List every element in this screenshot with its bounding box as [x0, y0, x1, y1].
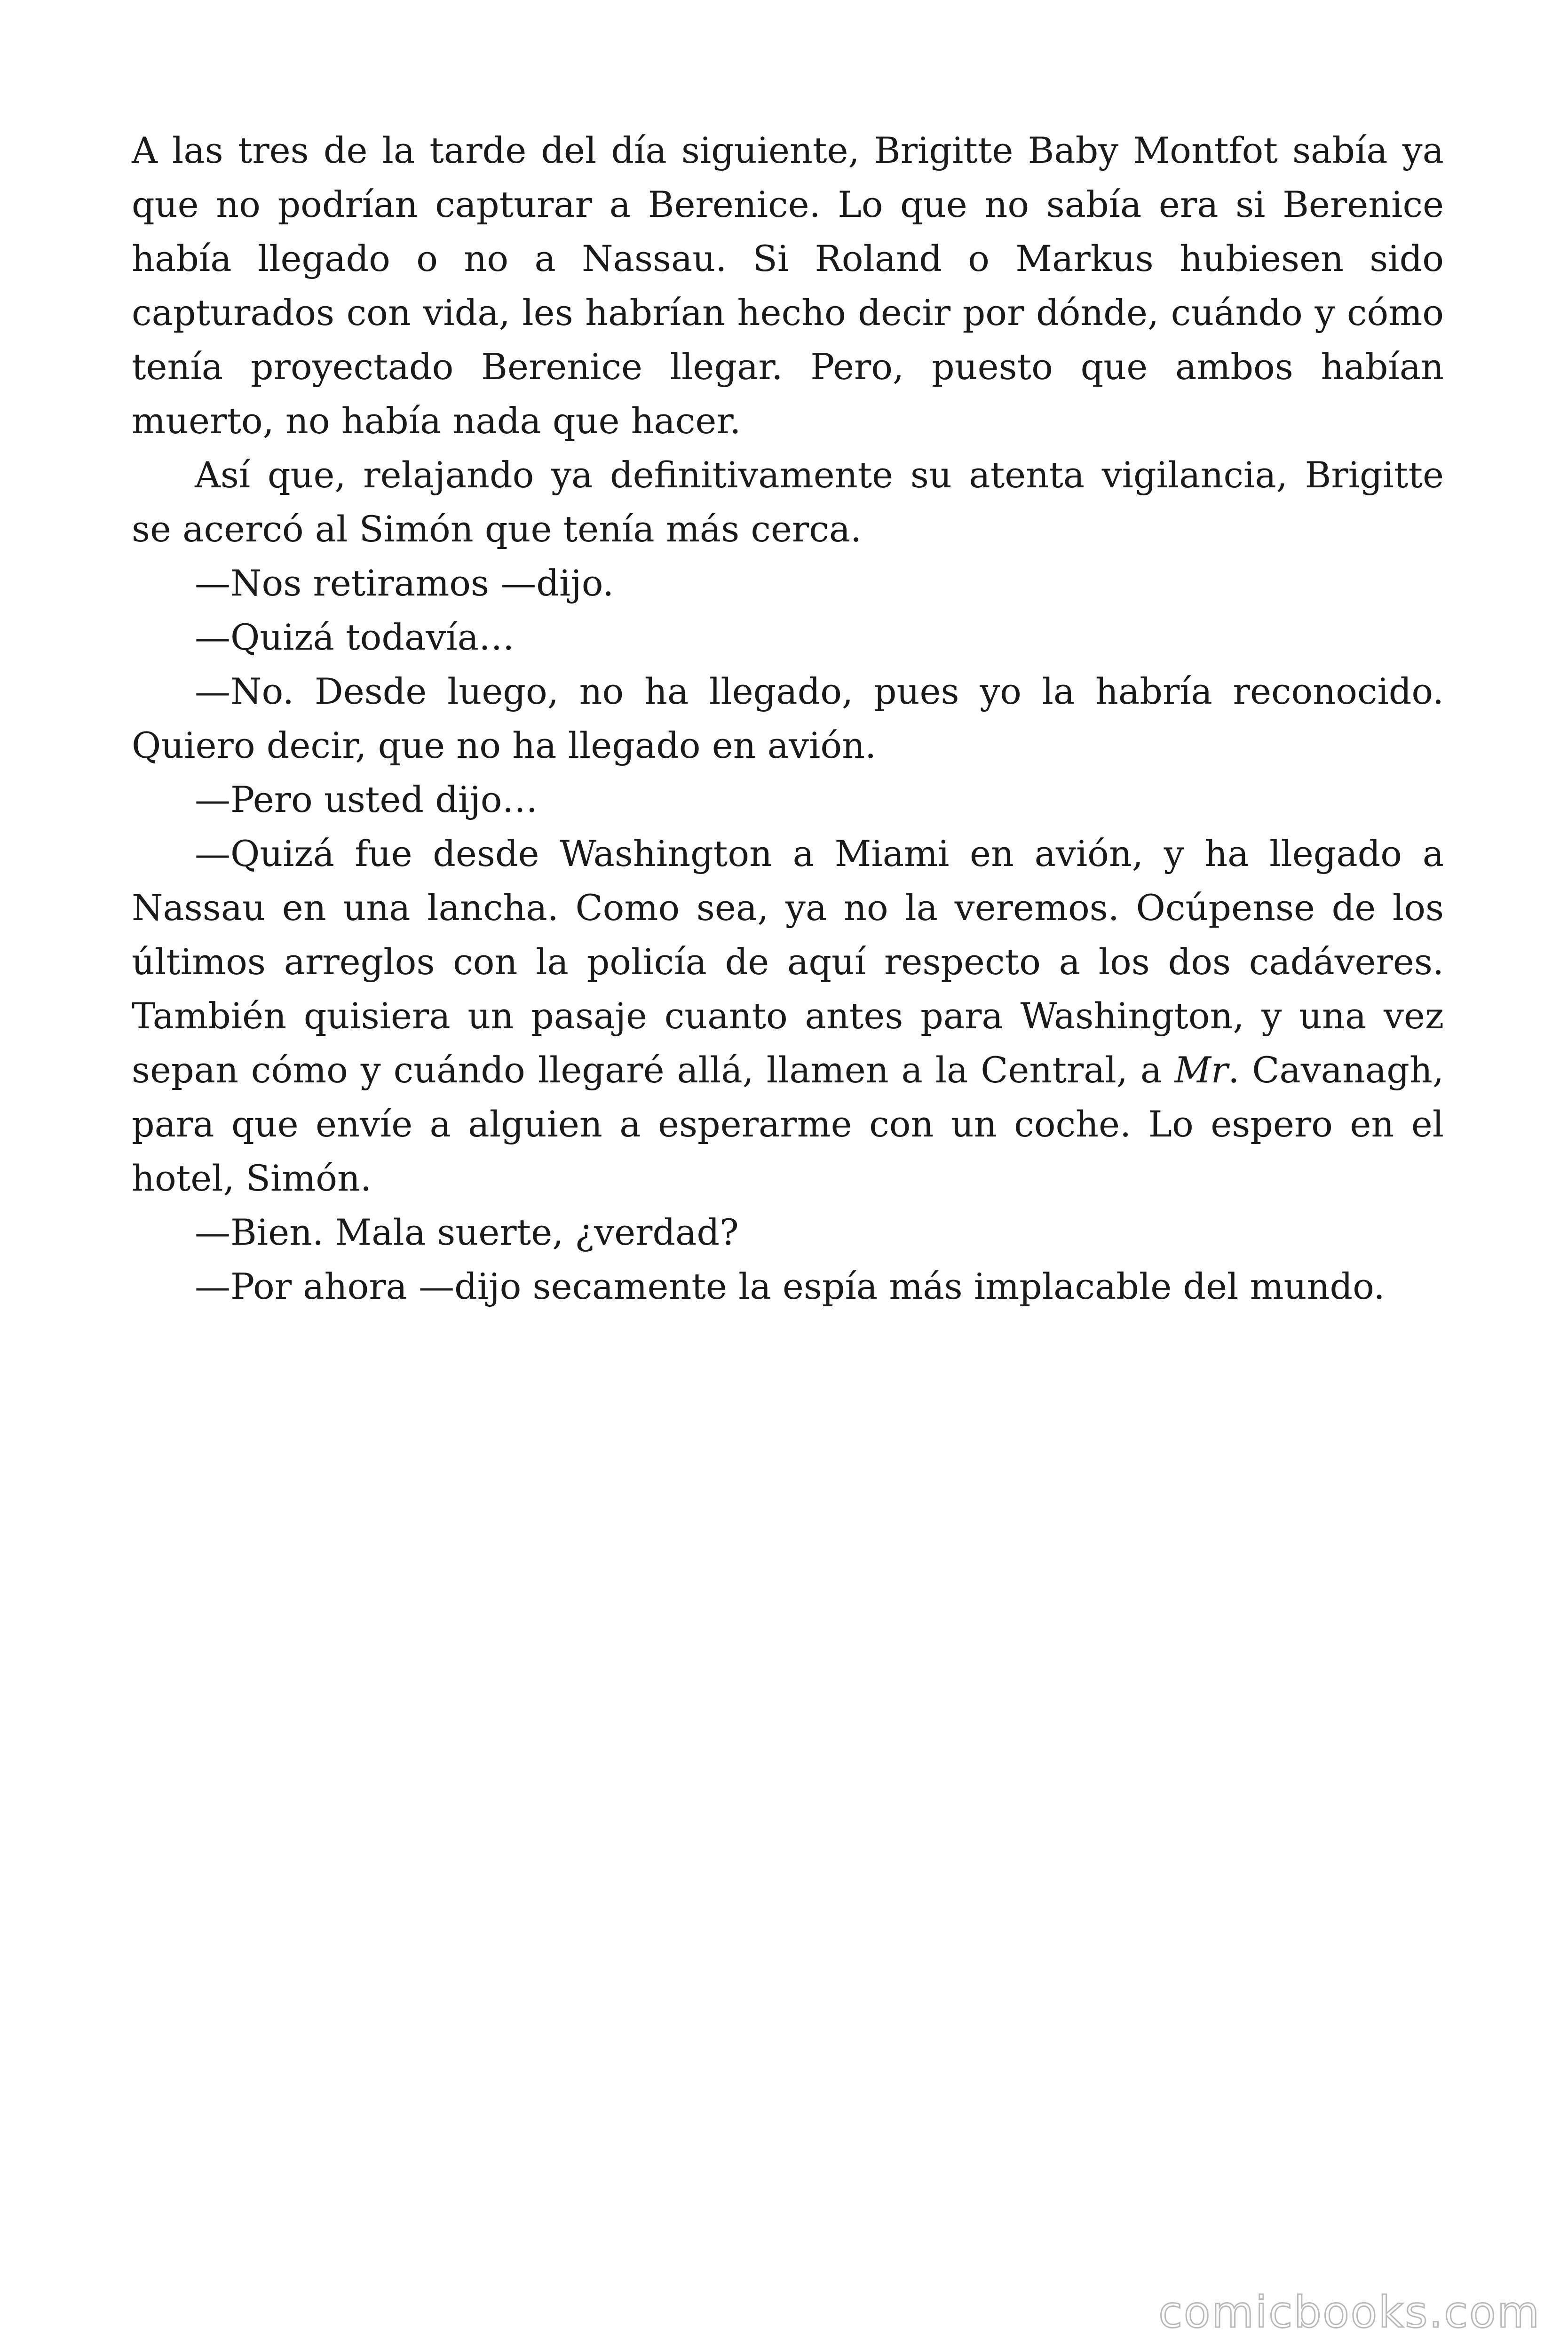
paragraph-text: Así que, relajando ya definitivamente su atenta vigilancia, Brigitte se acercó al Simón que tenía más cerca.: [132, 454, 1444, 550]
paragraph-text: —Por ahora —dijo secamente la espía más implacable del mundo.: [195, 1265, 1385, 1307]
paragraph: [132, 1259, 1444, 1313]
paragraph: [132, 123, 1444, 448]
paragraph: [132, 448, 1444, 556]
paragraph-text: —Quizá fue desde Washington a Miami en avión, y ha llegado a Nassau en una lancha. Como sea, ya no la veremos. Ocúpense de los últimos arreglos con la policía de aquí respecto a los dos cadáveres. También quisiera un pasaje cuanto antes para Washington, y una vez sepan cómo y cuándo llegaré allá, llamen a la Central, a: [132, 833, 1444, 1091]
paragraph: [132, 1205, 1444, 1259]
paragraph: [132, 772, 1444, 826]
paragraph: [132, 826, 1444, 1205]
paragraph-text: —Pero usted dijo…: [195, 779, 538, 820]
paragraph-text: . Cavanagh, para que envíe a alguien a esperarme con un coche. Lo espero en el hotel, Simón.: [132, 1049, 1444, 1199]
paragraph-text: —Quizá todavía…: [195, 616, 515, 658]
paragraph-text: A las tres de la tarde del día siguiente, Brigitte Baby Montfot sabía ya que no podrían capturar a Berenice. Lo que no sabía era si Berenice había llegado o no a Nassau. Si Roland o Markus hubiesen sido capturados con vida, les habrían hecho decir por dónde, cuándo y cómo tenía proyectado Berenice llegar. Pero, puesto que ambos habían muerto, no había nada que hacer.: [132, 129, 1444, 442]
body-text: [132, 123, 1444, 1313]
paragraph-text: —Bien. Mala suerte, ¿verdad?: [195, 1211, 739, 1253]
paragraph: [132, 664, 1444, 772]
watermark: comicbooks.com: [1158, 2287, 1541, 2337]
paragraph: [132, 556, 1444, 610]
italic-text: Mr: [1174, 1049, 1228, 1091]
paragraph: [132, 610, 1444, 664]
paragraph-text: —No. Desde luego, no ha llegado, pues yo la habría reconocido. Quiero decir, que no ha llegado en avión.: [132, 670, 1444, 766]
paragraph-text: —Nos retiramos —dijo.: [195, 562, 614, 604]
